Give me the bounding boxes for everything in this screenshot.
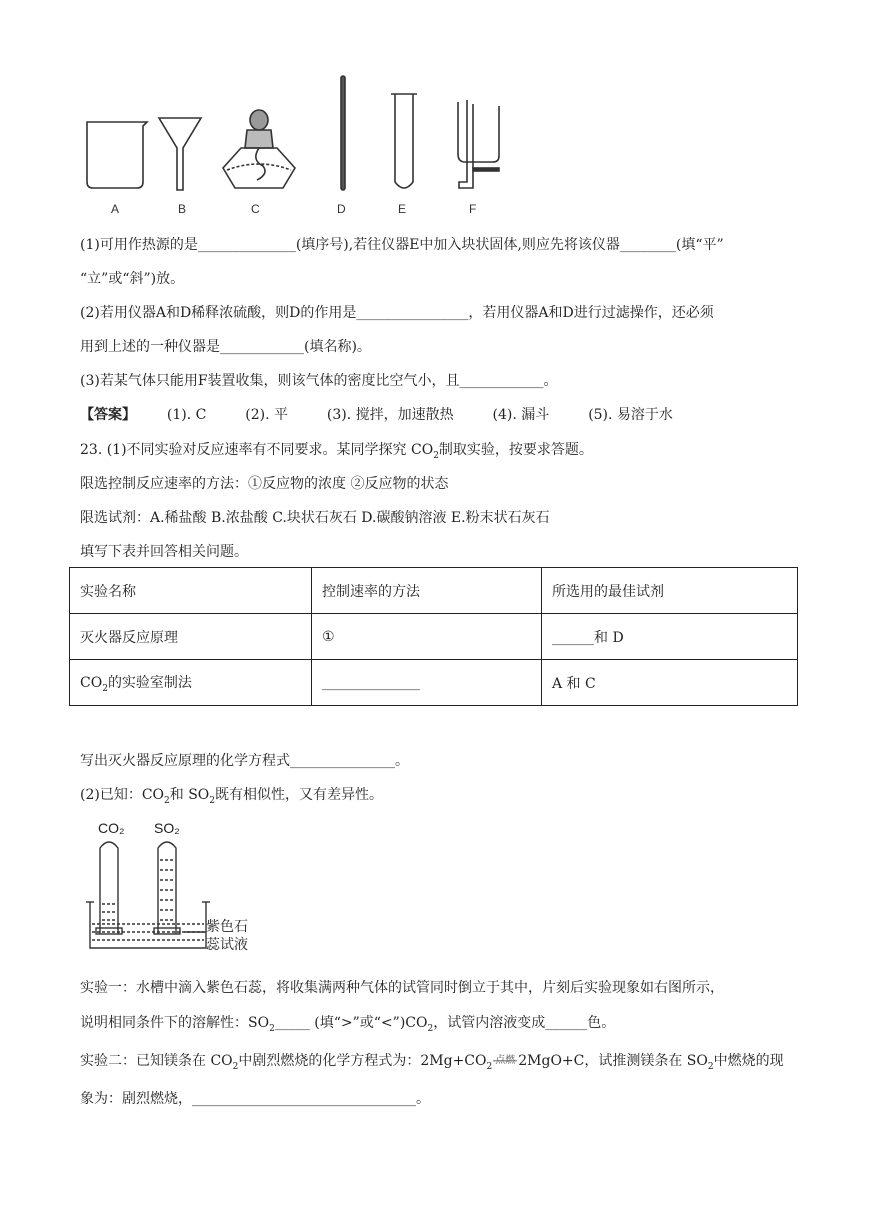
- glass-rod-icon: [341, 76, 345, 190]
- apparatus-figure: [75, 70, 515, 195]
- table-cell: ______和 D: [542, 614, 798, 660]
- apparatus-label-c: C: [251, 202, 260, 216]
- answer-item: (1). C: [166, 407, 207, 423]
- funnel-icon: [159, 118, 201, 190]
- table-header-cell: 实验名称: [70, 568, 312, 614]
- so2-test-tube: [154, 842, 180, 934]
- question-23-intro: 23. (1)不同实验对反应速率有不同要求。某同学探究 $CO_2$制取实验，按要求答题。: [80, 442, 593, 461]
- reagent-options: 限选试剂：A.稀盐酸 B.浓盐酸 C.块状石灰石 D.碳酸钠溶液 E.粉末状石灰石: [80, 510, 550, 526]
- apparatus-label-e: E: [398, 202, 407, 216]
- gas-collector-icon: [458, 100, 499, 188]
- reaction-condition-ignite: 点燃: [493, 1051, 517, 1066]
- answer-item: (4). 漏斗: [492, 407, 550, 423]
- answer-tag: 【答案】: [80, 407, 136, 423]
- question-1-line-1: (1)可用作热源的是______________(填序号),若往仪器E中加入块状固体,则应先将该仪器________(填“平”: [80, 237, 724, 253]
- apparatus-label-b: B: [178, 202, 187, 216]
- table-cell: ______________: [312, 660, 542, 706]
- gas-solubility-figure: [84, 838, 214, 958]
- water-trough: [90, 902, 206, 948]
- method-options: 限选控制反应速率的方法：①反应物的浓度 ②反应物的状态: [80, 476, 449, 492]
- litmus-label: 紫色石 蕊试液: [206, 919, 248, 953]
- experiment-1-line-2: 说明相同条件下的溶解性：$SO_2\_\_\_\_\_$ (填“>”或“$<”)CO_2$，试管内溶液变成______色。: [80, 1015, 616, 1034]
- answer-item: (2). 平: [245, 407, 288, 423]
- table-header-cell: 控制速率的方法: [312, 568, 542, 614]
- beaker-icon: [87, 122, 147, 188]
- tube-label-co2: CO₂: [98, 820, 125, 836]
- question-1-line-2: “立”或“斜”)放。: [80, 271, 185, 287]
- question-2-line-1: (2)若用仪器A和D稀释浓硫酸，则D的作用是________________，若用仪器A和D进行过滤操作，还必须: [80, 305, 714, 321]
- experiment-table: [69, 567, 798, 706]
- question-2-line-2: 用到上述的一种仪器是____________(填名称)。: [80, 339, 371, 355]
- part-2-intro: (2)已知：$CO_2$和 $SO_2$既有相似性，又有差异性。: [80, 787, 384, 806]
- table-cell: $CO_2$的实验室制法: [70, 660, 312, 706]
- table-header-cell: 所选用的最佳试剂: [542, 568, 798, 614]
- apparatus-label-d: D: [337, 202, 346, 216]
- answer-item: (3). 搅拌，加速散热: [326, 407, 454, 423]
- table-row: [70, 568, 798, 614]
- table-row: [70, 614, 798, 660]
- table-cell: A 和 C: [542, 660, 798, 706]
- experiment-2-line-2: 象为：剧烈燃烧，________________________________。: [80, 1091, 430, 1107]
- alcohol-lamp-icon: [223, 110, 295, 188]
- table-cell: ①: [312, 614, 542, 660]
- fill-table-instruction: 填写下表并回答相关问题。: [80, 544, 248, 560]
- table-cell: 灭火器反应原理: [70, 614, 312, 660]
- tube-label-so2: SO₂: [154, 820, 180, 836]
- experiment-1-line-1: 实验一：水槽中滴入紫色石蕊，将收集满两种气体的试管同时倒立于其中，片刻后实验现象如右图所示，: [80, 980, 724, 996]
- answer-item: (5). 易溶于水: [588, 407, 673, 423]
- experiment-2-line-1: 实验二：已知镁条在 $CO_2$中剧烈燃烧的化学方程式为：$2Mg+CO_2$点燃 2MgO+C，试推测镁条在 $SO_2$中燃烧的现: [80, 1053, 784, 1072]
- table-row: [70, 660, 798, 706]
- co2-test-tube: [96, 842, 122, 934]
- answer-line: [80, 404, 673, 424]
- apparatus-label-f: F: [469, 202, 477, 216]
- question-3-line-1: (3)若某气体只能用F装置收集，则该气体的密度比空气小，且____________。: [80, 373, 558, 389]
- equation-prompt: 写出灭火器反应原理的化学方程式_______________。: [80, 753, 409, 769]
- apparatus-label-a: A: [111, 202, 120, 216]
- test-tube-icon: [391, 94, 417, 188]
